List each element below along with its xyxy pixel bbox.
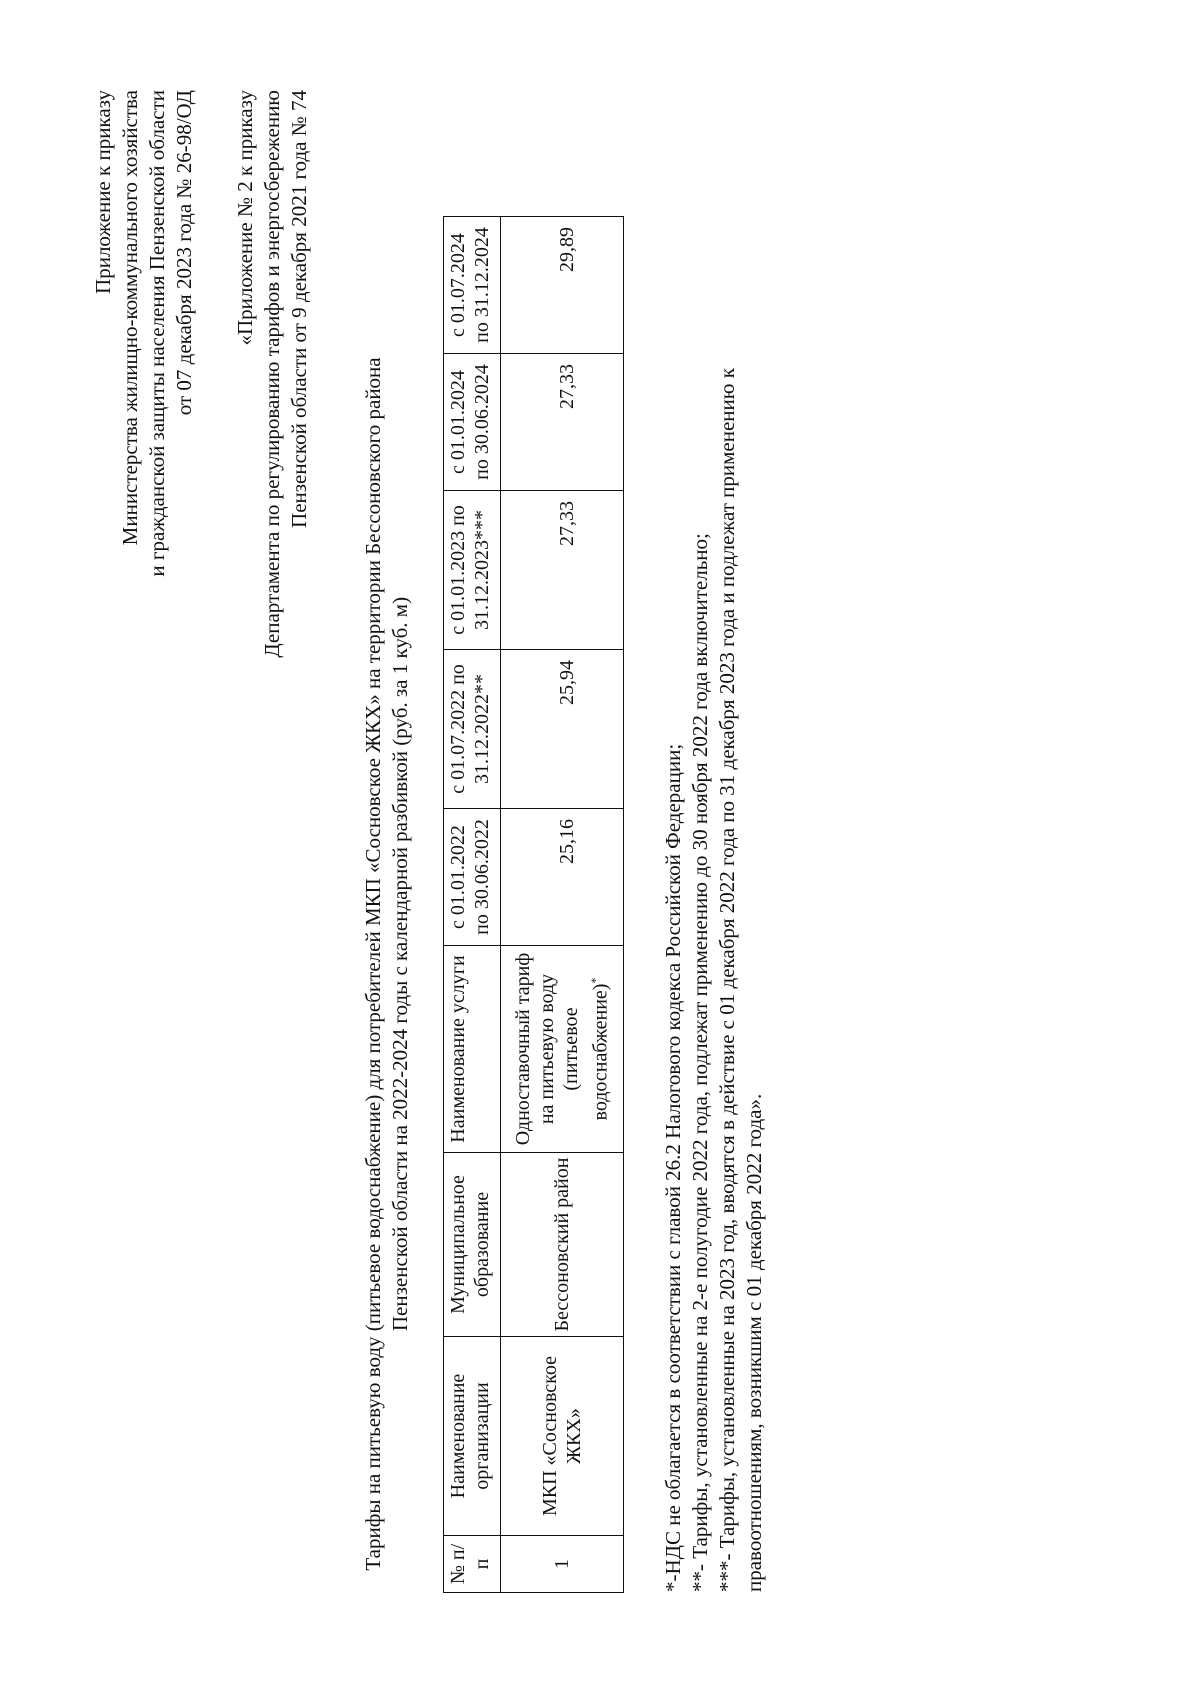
footnote-2: **- Тарифы, установленные на 2-е полугодие 2022 года, подлежат применению до 30 ноября 2022 года включительно; bbox=[688, 533, 712, 1592]
cell-tariff-value: 29,89 bbox=[501, 217, 624, 354]
table-row bbox=[501, 217, 624, 1593]
cell-municipality: Бессоновский район bbox=[501, 1153, 624, 1337]
header-cell-period-4: с 01.01.2024 по 30.06.2024 bbox=[444, 354, 501, 491]
cell-tariff-value: 27,33 bbox=[501, 354, 624, 491]
department-appendix-header bbox=[232, 90, 313, 658]
cell-tariff-value: 25,16 bbox=[501, 809, 624, 946]
footnote-3: ***- Тарифы, установленные на 2023 год, вводятся в действие с 01 декабря 2022 года по 31 декабря 2023 года и подлежат применению к bbox=[715, 368, 739, 1592]
header-cell-period-2: с 01.07.2022 по 31.12.2022** bbox=[444, 650, 501, 809]
header-line: и гражданской защиты населения Пензенской области bbox=[145, 90, 169, 577]
header-cell-service: Наименование услуги bbox=[444, 946, 501, 1153]
title-line-2: Пензенской области на 2022-2024 годы с календарной разбивкой (руб. за 1 куб. м) bbox=[388, 596, 412, 1332]
cell-service bbox=[501, 946, 624, 1153]
title-line-1: Тарифы на питьевую воду (питьевое водоснабжение) для потребителей МКП «Сосновское ЖКХ» на территории Бессоновского района bbox=[361, 357, 385, 1571]
cell-organization: МКП «Сосновское ЖКХ» bbox=[501, 1337, 624, 1536]
order-appendix-header bbox=[90, 90, 198, 577]
cell-number: 1 bbox=[501, 1536, 624, 1593]
header-line: Приложение к приказу bbox=[91, 90, 115, 294]
document-title bbox=[360, 230, 414, 1698]
footnote-1: *-НДС не облагается в соответствии с главой 26.2 Налогового кодекса Российской Федерации; bbox=[661, 743, 685, 1592]
cell-tariff-value: 25,94 bbox=[501, 650, 624, 809]
header-line: от 07 декабря 2023 года № 26-98/ОД bbox=[172, 90, 196, 416]
header-line: Пензенской области от 9 декабря 2021 года № 74 bbox=[287, 90, 311, 528]
header-cell-period-1: с 01.01.2022 по 30.06.2022 bbox=[444, 809, 501, 946]
header-cell-organization: Наименование организации bbox=[444, 1337, 501, 1536]
table-header-row bbox=[444, 217, 501, 1593]
cell-tariff-value: 27,33 bbox=[501, 491, 624, 650]
header-cell-period-3: с 01.01.2023 по 31.12.2023*** bbox=[444, 491, 501, 650]
header-cell-municipality: Муниципальное образование bbox=[444, 1153, 501, 1337]
header-cell-number: № п/п bbox=[444, 1536, 501, 1593]
footnote-mark: * bbox=[588, 977, 603, 984]
footnotes bbox=[660, 172, 768, 1592]
header-line: Департамента по регулированию тарифов и энергосбережению bbox=[260, 90, 284, 658]
header-cell-period-5: с 01.07.2024 по 31.12.2024 bbox=[444, 217, 501, 354]
footnote-3-continuation: правоотношениям, возникшим с 01 декабря 2022 года». bbox=[742, 1093, 766, 1592]
header-line: Министерства жилищно-коммунального хозяйства bbox=[118, 90, 142, 546]
service-text: Одноставочный тариф на питьевую воду (питьевое водоснабжение) bbox=[512, 952, 612, 1146]
tariff-table bbox=[443, 216, 624, 1593]
header-line: «Приложение № 2 к приказу bbox=[233, 90, 257, 346]
